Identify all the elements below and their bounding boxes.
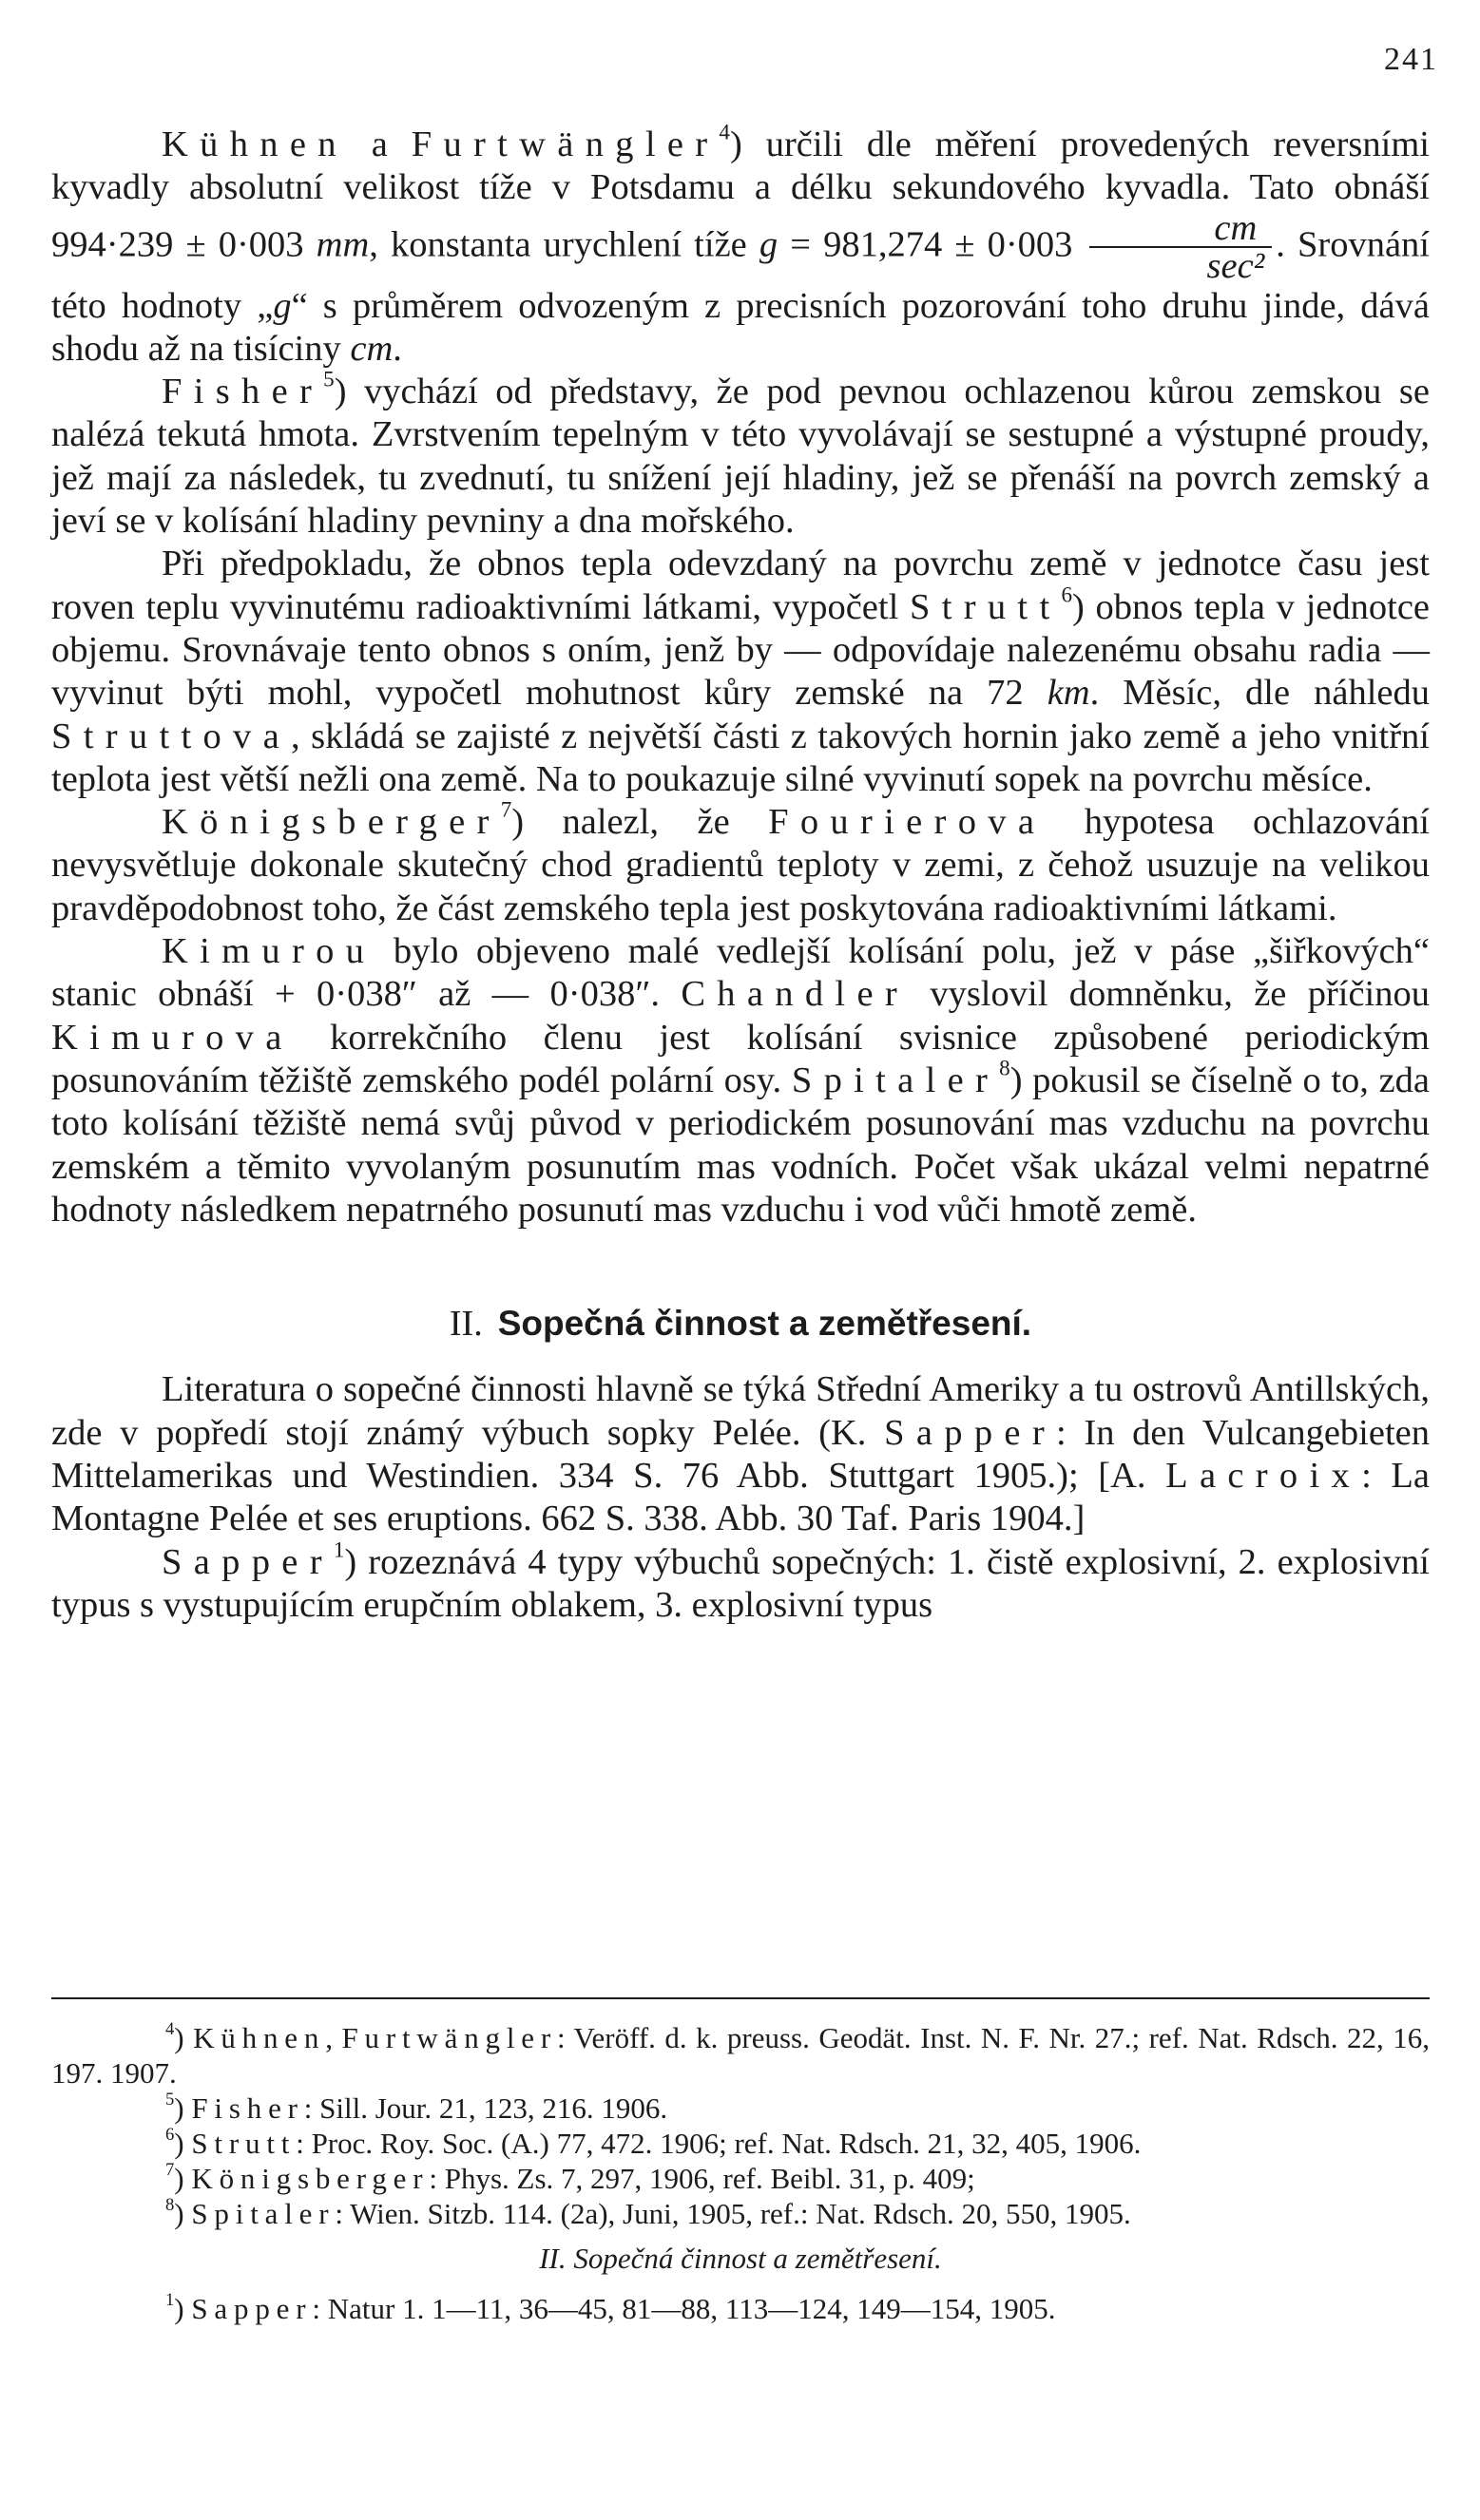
text: ) pokusil se číselně o to, zda toto kolísání těžiště nemá svůj původ v periodickém posunování mas vzduchu na povrchu zemském a těmito vyvolaným posunutím mas vodních. Počet však ukázal velmi nepatrné hodnoty následkem nepatrného posunutí mas vzduchu i vod vůči hmotě země. xyxy=(51,1060,1430,1230)
text: ) nalezl, že xyxy=(511,802,769,843)
paragraph-strutt xyxy=(51,543,1430,801)
author-name: Lacroix xyxy=(1165,1456,1362,1497)
footnote: $^8$) Spitaler: Wien. Sitzb. 114. (2a), Juni, 1905, ref.: Nat. Rdsch. 20, 550, 1905. xyxy=(165,2195,1131,2230)
author-name: Sapper xyxy=(884,1412,1056,1453)
footnote-text: : Sill. Jour. 21, 123, 216. 1906. xyxy=(303,2091,668,2125)
author-name: Spitaler xyxy=(191,2197,336,2230)
author-name: Königsberger xyxy=(191,2162,430,2195)
text: ) rozeznává 4 typy výbuchů sopečných: 1. čistě explosivní, 2. explosivní typus s vystupujícím erupčním oblakem, 3. explosivní typus xyxy=(51,1541,1430,1625)
text: ) vychází od představy, že pod pevnou ochlazenou kůrou zemskou se nalézá tekutá hmota. Zvrstvením tepelným v této vyvolávají se sestupné a výstupné proudy, jež mají za následek, tu zvednutí, tu snížení její hladiny, jež se přenáší na povrch zemský a jeví se v kolísání hladiny pevniny a dna mořského. xyxy=(51,372,1430,542)
footnote: $^4$) Kühnen, Furtwängler: Veröff. d. k. preuss. Geodät. Inst. N. F. Nr. 27.; ref. Nat. Rdsch. 22, 16, 197. 1907. xyxy=(51,2019,1431,2090)
section-heading xyxy=(51,1302,1430,1346)
footnote-ref: 8 xyxy=(999,1055,1010,1080)
author-name: Furtwängler xyxy=(341,2021,557,2054)
paragraph-fisher xyxy=(51,366,1430,543)
fraction-numerator: cm xyxy=(1089,210,1273,249)
author-name: Strutt xyxy=(191,2127,297,2160)
author-name: Kimurou xyxy=(162,931,376,972)
footnote: $^5$) Fisher: Sill. Jour. 21, 123, 216. 1906. xyxy=(165,2090,668,2125)
text: 0·003 xyxy=(974,223,1086,264)
section-number: II. xyxy=(449,1304,483,1345)
footnote-ref: 5 xyxy=(323,366,335,391)
variable-g: g xyxy=(273,285,292,326)
text: . Srovnání této hodnoty „ xyxy=(51,223,1430,326)
footnote-mark: 5 xyxy=(165,2090,175,2110)
footnote-text: : Proc. Roy. Soc. (A.) 77, 472. 1906; ref. Nat. Rdsch. 21, 32, 405, 1906. xyxy=(296,2127,1142,2160)
paragraph-sapper xyxy=(51,1537,1430,1628)
plus-minus-sign: ± xyxy=(185,223,206,264)
fraction-denominator: sec² xyxy=(1206,246,1265,287)
author-name: Kühnen xyxy=(162,124,348,164)
footnote-text: : Natur 1. 1—11, 36—45, 81—88, 113—124, 149—154, 1905. xyxy=(312,2292,1056,2325)
text: : In den Vulcangebieten Mittelamerikas und Westindien. 334 S. 76 Abb. Stuttgart 1905.); [A. xyxy=(51,1412,1431,1497)
author-name: Strutt xyxy=(909,586,1062,627)
footnote-mark: 8 xyxy=(165,2195,175,2216)
footnote-text: : Veröff. d. k. preuss. Geodät. Inst. N. F. Nr. 27.; ref. Nat. Rdsch. 22, 16, 197. 1907. xyxy=(51,2021,1431,2090)
author-name: Struttova xyxy=(51,716,292,756)
footnote: $^6$) Strutt: Proc. Roy. Soc. (A.) 77, 472. 1906; ref. Nat. Rdsch. 21, 32, 405, 1906. xyxy=(165,2125,1142,2160)
text: “ s průměrem odvozeným z precisních pozorování toho druhu jinde, dává shodu až na tisíciny xyxy=(51,285,1430,369)
author-name: Furtwängler xyxy=(411,124,720,164)
author-name: Kimurova xyxy=(51,1017,294,1058)
body-text xyxy=(51,119,1431,1627)
variable-g: g xyxy=(759,223,778,264)
text: . xyxy=(393,328,402,369)
author-name: Fourierova xyxy=(768,802,1047,843)
footnote-ref: 6 xyxy=(1061,582,1073,607)
footnote-text: : Wien. Sitzb. 114. (2a), Juni, 1905, ref.: Nat. Rdsch. 20, 550, 1905. xyxy=(335,2197,1131,2230)
paragraph-kimura xyxy=(51,930,1430,1231)
author-name: Sapper xyxy=(191,2292,313,2325)
paragraph-konigsberger xyxy=(51,796,1431,930)
text: , konstanta urychlení tíže xyxy=(369,223,759,264)
text: hypotesa ochlazování nevysvětluje dokonale skutečný chod gradientů teploty v zemi, z čehož usuzuje na velikou pravděpodobnost toho, že část zemského tepla jest poskytována radioaktivními látkami. xyxy=(51,802,1431,928)
footnote-text: : Phys. Zs. 7, 297, 1906, ref. Beibl. 31, p. 409; xyxy=(429,2162,975,2195)
separator: , xyxy=(325,2021,342,2054)
paragraph-kuhnen xyxy=(51,119,1430,371)
text: Při předpokladu, že obnos tepla odevzdaný na povrchu země v jednotce času jest roven teplu vyvinutému radioaktivními látkami, vypočetl xyxy=(51,544,1430,627)
footnotes xyxy=(51,1997,1430,2326)
text: , skládá se zajisté z největší části z takových hornin jako země a jeho vnitřní teplota jest větší nežli ona země. Na to poukazuje silné vyvinutí sopek na povrchu měsíce. xyxy=(51,716,1430,799)
paragraph-literature xyxy=(51,1368,1430,1540)
text: vyslovil domněnku, že příčinou xyxy=(909,974,1431,1015)
footnote-ref: 1 xyxy=(333,1537,345,1562)
author-name: Spitaler xyxy=(791,1060,1000,1100)
plus-minus-sign: ± xyxy=(954,223,975,264)
text: : La Montagne Pelée et ses eruptions. 662 S. 338. Abb. 30 Taf. Paris 1904.] xyxy=(51,1456,1430,1539)
text: . Měsíc, dle náhledu xyxy=(1089,673,1430,714)
author-name: Königsberger xyxy=(162,802,501,843)
footnote-mark: 4 xyxy=(165,2019,175,2040)
section-title: Sopečná činnost a zemětřesení. xyxy=(497,1304,1032,1344)
text: korrekčního členu jest kolísání svisnice způsobené periodickým posunováním těžiště zemského podél polární osy. xyxy=(51,1017,1430,1100)
text: bylo objeveno malé vedlejší kolísání polu, jež v páse „šiřkových“ stanic obnáší + 0·038″ až — 0·038″. xyxy=(51,931,1430,1015)
author-name: Sapper xyxy=(162,1541,334,1582)
footnote: $^7$) Königsberger: Phys. Zs. 7, 297, 1906, ref. Beibl. 31, p. 409; xyxy=(165,2160,975,2195)
footnote: $^1$) Sapper: Natur 1. 1—11, 36—45, 81—88, 113—124, 149—154, 1905. xyxy=(165,2290,1056,2325)
fraction xyxy=(1089,207,1273,287)
footnote-mark: 1 xyxy=(165,2290,175,2311)
footnote-ref: 4 xyxy=(719,119,730,144)
footnote-mark: 7 xyxy=(165,2160,175,2181)
author-name: Kühnen xyxy=(193,2021,326,2054)
text: a xyxy=(347,124,412,164)
author-name: Fisher xyxy=(162,372,324,412)
text: Literatura o sopečné činnosti hlavně se týká Střední Ameriky a tu ostrovů Antillských, zde v popředí stojí známý výbuch sopky Pelée. (K. xyxy=(51,1369,1430,1453)
unit: mm xyxy=(316,223,370,264)
text: = 981,274 xyxy=(778,223,955,264)
unit: km xyxy=(1047,673,1090,714)
text: ) obnos tepla v jednotce objemu. Srovnávaje tento obnos s oním, jenž by — odpovídaje nalezenému obsahu radia — vyvinut býti mohl, vypočetl mohutnost kůry zemské na 72 xyxy=(51,586,1431,714)
author-name: Chandler xyxy=(681,974,909,1015)
unit: cm xyxy=(350,328,394,369)
footnote-section-heading: II. Sopečná činnost a zemětřesení. xyxy=(539,2242,942,2275)
author-name: Fisher xyxy=(191,2091,304,2125)
footnote-ref: 7 xyxy=(500,796,512,822)
text: 0·003 xyxy=(205,223,317,264)
footnote-mark: 6 xyxy=(165,2125,175,2146)
page-number: 241 xyxy=(1384,42,1438,77)
text: ) určili dle měření provedených reversními kyvadly absolutní velikost tíže v Potsdamu a délku sekundového kyvadla. Tato obnáší 994·239 xyxy=(51,124,1430,264)
